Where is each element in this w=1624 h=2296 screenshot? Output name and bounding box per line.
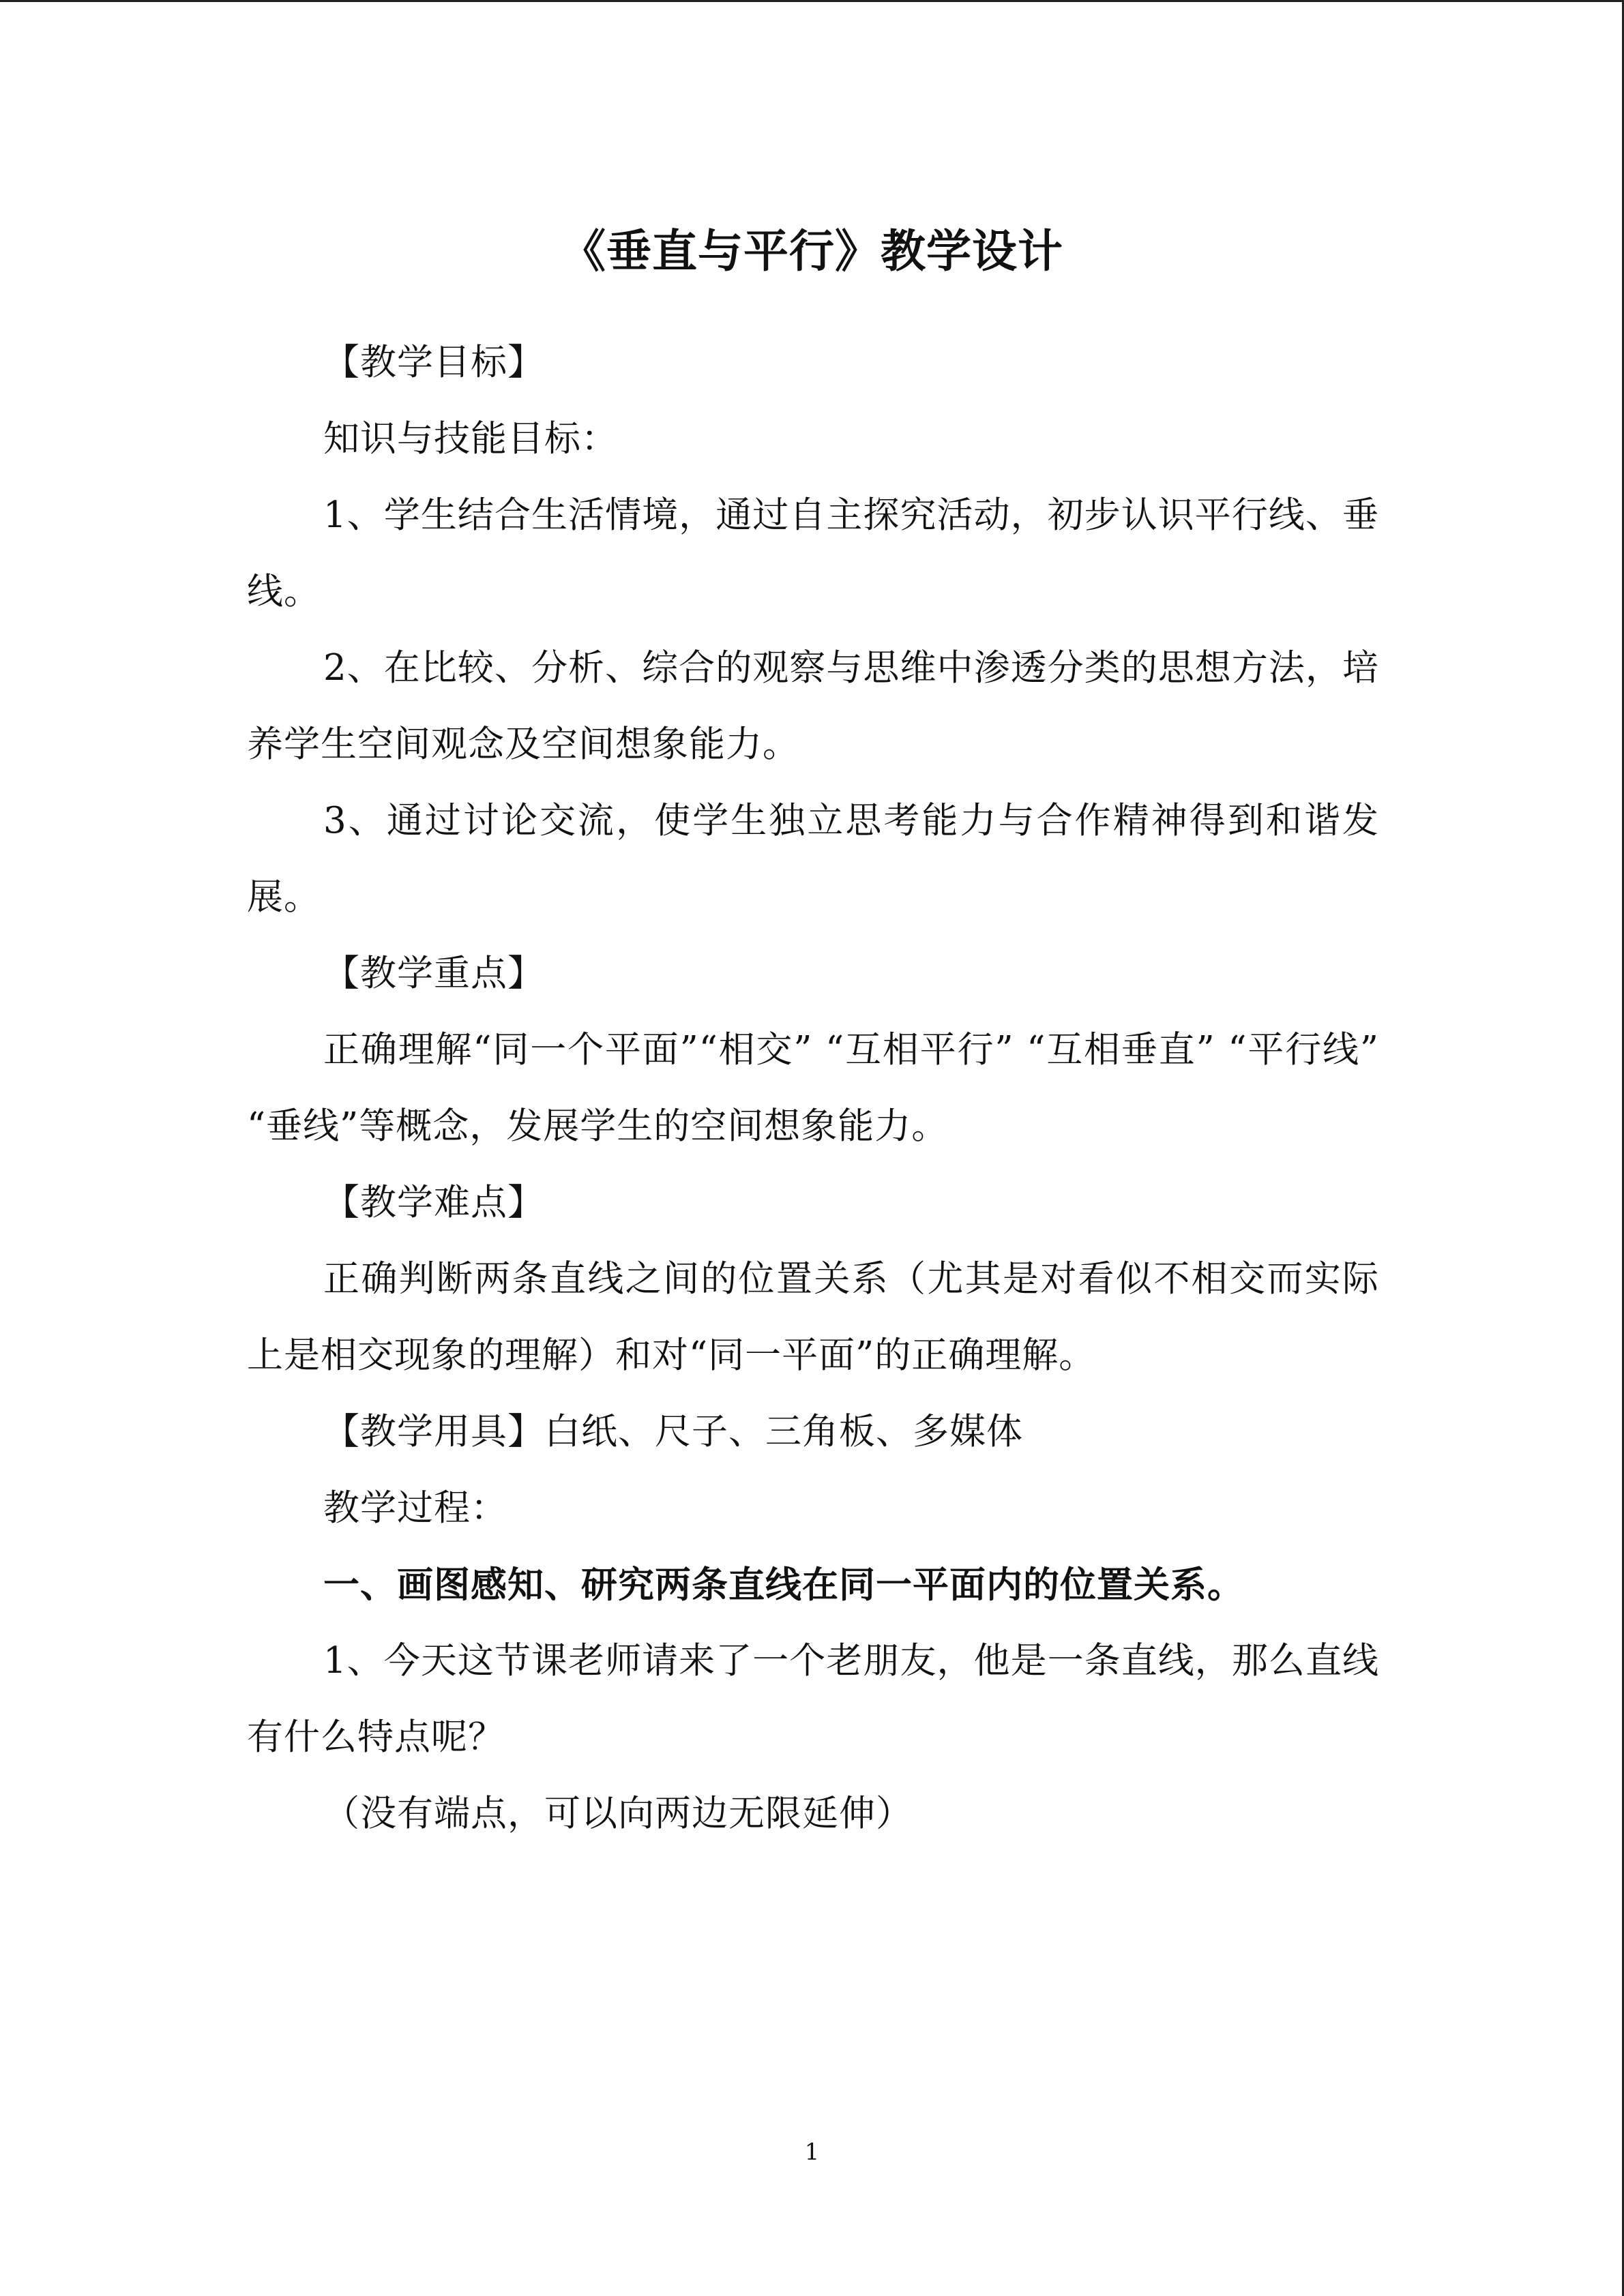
subheading-knowledge-skills: 知识与技能目标： [323,418,618,460]
objective-item-2: 2、在比较、分析、综合的观察与思维中渗透分类的思想方法，培养学生空间观念及空间想象能力。 [247,647,1379,765]
objective-item-3: 3、通过讨论交流，使学生独立思考能力与合作精神得到和谐发展。 [247,800,1379,918]
section-heading-difficulties: 【教学难点】 [323,1182,544,1223]
process-step-1-answer: （没有端点，可以向两边无限延伸） [323,1793,913,1834]
section-heading-objectives: 【教学目标】 [323,342,544,383]
objective-item-1: 1、学生结合生活情境，通过自主探究活动，初步认识平行线、垂线。 [247,494,1379,612]
difficulties-text: 正确判断两条直线之间的位置关系（尤其是对看似不相交而实际上是相交现象的理解）和对“同一平面”的正确理解。 [247,1258,1379,1376]
document-body [247,325,1379,1852]
teaching-process-heading: 教学过程： [323,1487,507,1529]
key-points-text: 正确理解“同一个平面”“相交” “互相平行” “互相垂直” “平行线” “垂线”等概念，发展学生的空间想象能力。 [247,1029,1379,1147]
process-step-1-question: 1、今天这节课老师请来了一个老朋友，他是一条直线，那么直线有什么特点呢？ [247,1640,1379,1758]
document-title: 《垂直与平行》教学设计 [561,224,1063,278]
teaching-tools: 【教学用具】白纸、尺子、三角板、多媒体 [323,1411,1023,1452]
section-heading-key-points: 【教学重点】 [323,953,544,994]
page-number: 1 [804,2138,820,2166]
process-step-1-heading: 一、画图感知、研究两条直线在同一平面内的位置关系。 [323,1564,1244,1606]
